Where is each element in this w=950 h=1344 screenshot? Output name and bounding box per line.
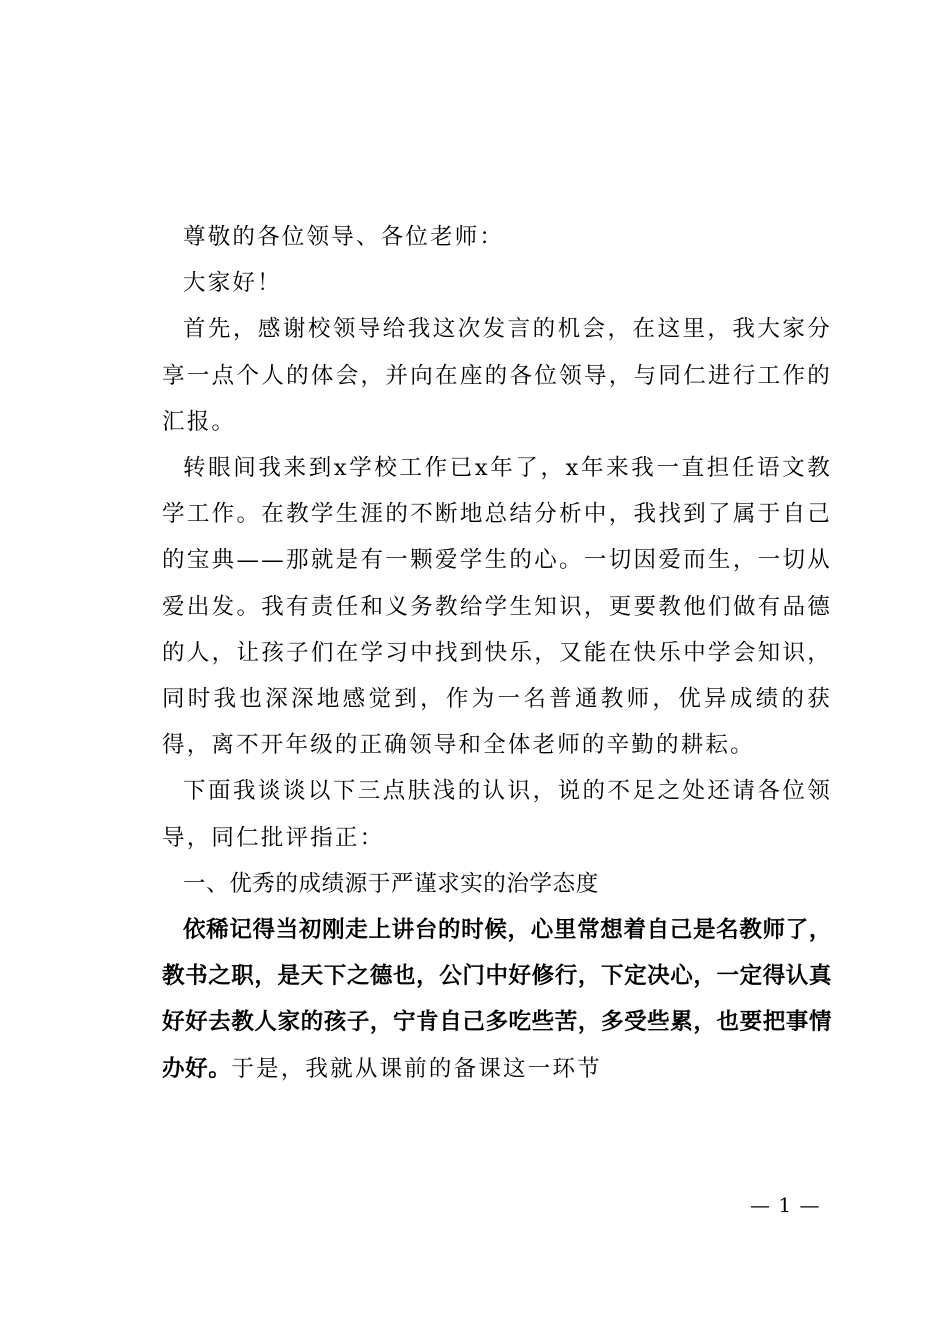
salutation: 尊敬的各位领导、各位老师： <box>183 224 505 250</box>
experience-paragraph: 转眼间我来到x学校工作已x年了，x年来我一直担任语文教学工作。在教学生涯的不断地总结分析中，我找到了属于自己的宝典——那就是有一颗爱学生的心。一切因爱而生，一切从爱出发。我有责任和义务教给学生知识，更要教他们做有品德的人，让孩子们在学习中找到快乐，又能在快乐中学会知识，同时我也深深地感觉到，作为一名普通教师，优异成绩的获得，离不开年级的正确领导和全体老师的辛勤的耕耘。 <box>162 455 832 759</box>
intro-points-paragraph: 下面我谈谈以下三点肤浅的认识，说的不足之处还请各位领导，同仁批评指正： <box>162 778 832 851</box>
greeting: 大家好！ <box>183 270 282 297</box>
section-heading: 一、优秀的成绩源于严谨求实的治学态度 <box>183 870 599 897</box>
section-paragraph <box>162 907 832 1092</box>
body-text <box>162 214 832 1092</box>
opening-paragraph: 首先，感谢校领导给我这次发言的机会，在这里，我大家分享一点个人的体会，并向在座的各位领导，与同仁进行工作的汇报。 <box>162 316 832 435</box>
page-number: — 1 — <box>750 1193 821 1217</box>
section-paragraph-normal-text: 于是，我就从课前的备课这一环节 <box>231 1055 602 1082</box>
section-paragraph-bold-text: 依稀记得当初刚走上讲台的时候，心里常想着自己是名教师了，教书之职，是天下之德也，公门中好修行，下定决心，一定得认真好好去教人家的孩子，宁肯自己多吃些苦，多受些累，也要把事情办好。 <box>162 917 832 1082</box>
